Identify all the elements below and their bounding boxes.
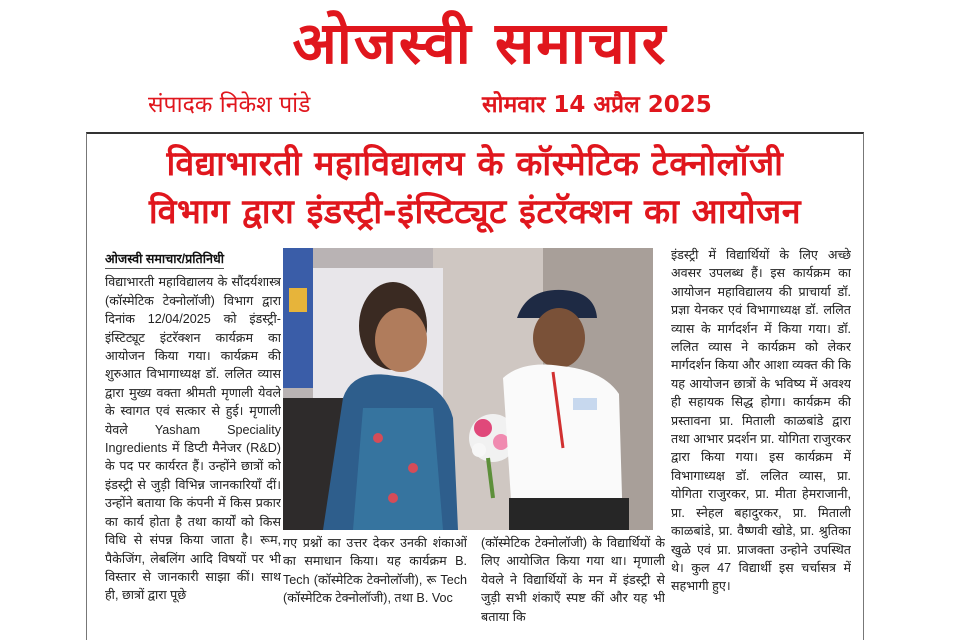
event-photo (283, 248, 653, 530)
headline-line-2: विभाग द्वारा इंडस्ट्री-इंस्टिट्यूट इंटरॅक्शन का आयोजन (148, 192, 802, 232)
article-column-2: गए प्रश्नों का उत्तर देकर उनकी शंकाओं का समाधान किया। यह कार्यक्रम B. Tech (कॉस्मेटिक टेक्नोलॉजी), रू Tech (कॉस्मेटिक टेक्नोलॉजी), तथा B. Voc (283, 536, 467, 606)
article-headline (87, 140, 863, 236)
article-column-1 (105, 250, 281, 640)
event-photo-illustration (283, 248, 653, 530)
editor-credit: संपादक निकेश पांडे (148, 92, 311, 118)
column-1-text: विद्याभारती महाविद्यालय के सौंदर्यशास्त्र (कॉस्मेटिक टेक्नोलॉजी) विभाग द्वारा दिनांक 12/04/2025 को इंडस्ट्री-इंस्टिट्यूट इंटरॅक्शन कार्यक्रम का आयोजन किया गया। कार्यक्रम की शुरुआत विभागाध्यक्ष डॉ. ललित व्यास द्वारा मुख्य वक्ता श्रीमती मृणाली येवले के स्वागत एवं सत्कार से हुई। मृणाली येवले Yasham Speciality Ingredients में डिप्टी मैनेजर (R&D) के पद पर कार्यरत हैं। उन्होंने छात्रों को इंडस्ट्री से जुड़ी विभिन्न जानकारियाँ दीं। उन्होंने बताया कि कंपनी में किस प्रकार का कार्य होता है तथा कार्यों को किस विधि से संपन्न किया जाता है। रूम, पैकेजिंग, लेबलिंग आदि विषयों पर भी विस्तार से जानकारी साझा कीं। साथ ही, छात्रों द्वारा पूछे (105, 275, 281, 603)
article-byline: ओजस्वी समाचार/प्रतिनिधी (105, 250, 224, 269)
headline-line-1: विद्याभारती महाविद्यालय के कॉस्मेटिक टेक्नोलॉजी (166, 144, 784, 184)
newspaper-masthead: ओजस्वी समाचार (292, 9, 668, 77)
article-column-4: इंडस्ट्री में विद्यार्थियों के लिए अच्छे अवसर उपलब्ध हैं। इस कार्यक्रम का आयोजन महाविद्यालय की प्राचार्या डॉ. प्रज्ञा येनकर एवं विभागाध्यक्ष डॉ. ललित व्यास के मार्गदर्शन में किया गया। डॉ. ललित व्यास ने कार्यक्रम को लेकर मार्गदर्शन किया और आशा व्यक्त की कि यह आयोजन छात्रों के भविष्य में अवश्य ही सहायक सिद्ध होगा। कार्यक्रम की प्रस्तावना प्रा. मिताली काळबांडे द्वारा तथा आभार प्रदर्शन प्रा. योगिता राजुरकर द्वारा किया गया। इस कार्यक्रम में विभागाध्यक्ष डॉ. ललित व्यास, प्रा. योगिता राजुरकर, प्रा. मीता हेमराजानी, प्रा. स्नेहल बहादुरकर, प्रा. मिताली काळबांडे, प्रा. वैष्णवी खोडे, प्रा. श्रुतिका खुळे एवं प्रा. प्राजक्ता उन्होने उपस्थित थे। कुल 47 विद्यार्थी इस चर्चासत्र में सहभागी हुए। (671, 248, 851, 594)
publication-date: सोमवार 14 अप्रैल 2025 (482, 92, 712, 118)
news-article (86, 132, 864, 640)
article-column-3: (कॉस्मेटिक टेक्नोलॉजी) के विद्यार्थियों के लिए आयोजित किया गया था। मृणाली येवले ने विद्यार्थियों के मन में इंडस्ट्री से जुड़ी सभी शंकाएँ स्पष्ट कीं और यह भी बताया कि (481, 536, 665, 624)
